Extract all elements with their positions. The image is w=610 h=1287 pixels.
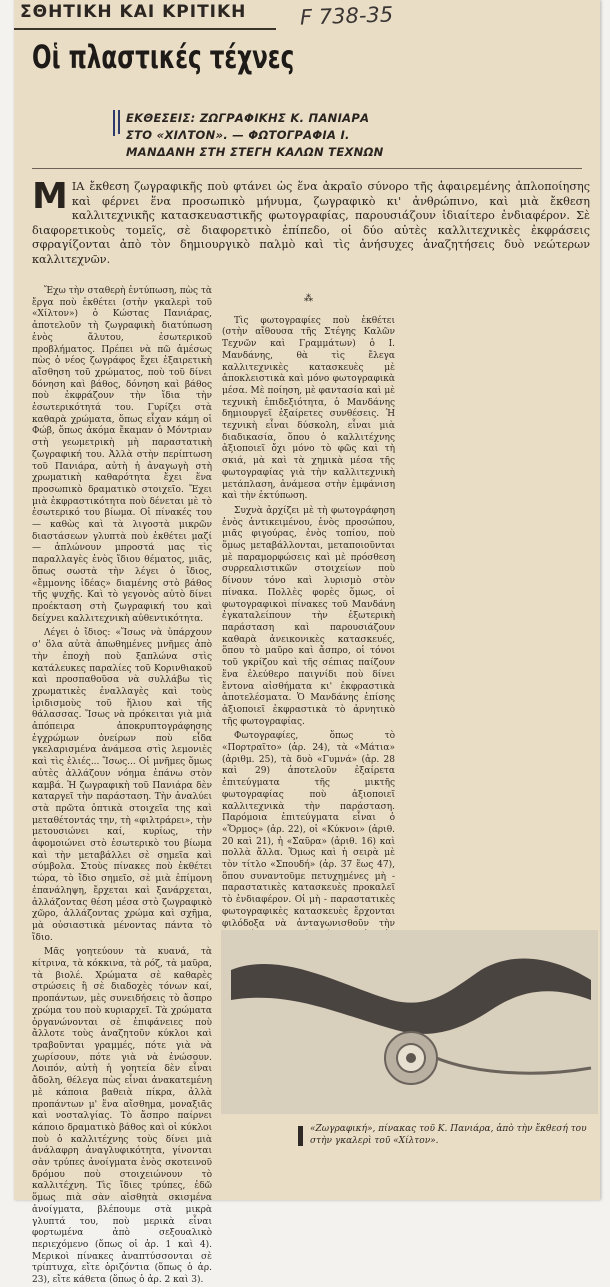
archive-code-handwritten: F 738-35 (299, 2, 394, 30)
header-rule (14, 28, 276, 30)
left-column (32, 286, 212, 1287)
body-paragraph: Φωτογραφίες, ὅπως τὸ «Πορτραῖτο» (ἀρ. 24), τὰ «Μάτια» (ἀριθμ. 25), τὰ δυὸ «Γυμνά» (ἀρ. 28 καὶ 29) ἀποτελοῦν ἐξαίρετα ἐπιτεύγματα τῆς μικτῆς φωτογραφίας ποὺ ἀξιοποιεῖ καλλιτεχνικὰ τὴν παράσταση. Παρόμοια ἐπιτεύγματα εἶναι ὁ «Ὅρμος» (ἀρ. 22), οἱ «Κύκνοι» (ἀριθ. 20 καὶ 21), ἡ «Σαῦρα» (ἀριθ. 16) καὶ πολλὰ ἄλλα. Ὅμως καὶ ἡ σειρὰ μὲ τὸν τίτλο «Σπουδή» (ἀρ. 37 ἕως 47), ὅπου συναντοῦμε πετυχημένες μὴ - παραστατικὲς κατασκευὲς προκαλεῖ τὸ ἐνδιαφέρον. Οἱ μὴ - παραστατικὲς φωτογραφικὲς κατασκευὲς ἔρχονται φιλόδοξα νὰ ἀνταγωνισθοῦν τὴν (222, 731, 395, 929)
lead-paragraph (32, 176, 590, 267)
section-label: ΣΘΗΤΙΚΗ ΚΑΙ ΚΡΙΤΙΚΗ (20, 2, 247, 22)
article-subhead: ΕΚΘΕΣΕΙΣ: ΖΩΓΡΑΦΙΚΗΣ Κ. ΠΑΝΙΑΡΑ ΣΤΟ «ΧΙΛΤΟΝ». — ΦΩΤΟΓΡΑΦΙΑ Ι. ΜΑΝΔΑΝΗ ΣΤΗ ΣΤΕΓΗ ΚΑΛΩΝ ΤΕΧΝΩΝ (126, 111, 384, 159)
body-paragraph: Τὶς φωτογραφίες ποὺ ἐκθέτει (στὴν αἴθουσα τῆς Στέγης Καλῶν Τεχνῶν καὶ Γραμμάτων) ὁ Ι. Μανδάνης, θὰ τὶς ἔλεγα καλλιτεχνικὲς κατασκευὲς μὲ ἀποκλειστικὰ καὶ μόνο φωτογραφικὰ μέσα. Μὲ ποίηση, μὲ φαντασία καὶ μὲ τεχνικὴ ἐπιδεξιότητα, ὁ Μανδάνης δημιουργεῖ ἐξαίρετες συνθέσεις. Ἡ τεχνικὴ εἶναι δύσκολη, εἶναι μιὰ διαδικασία, ὅπου ὁ καλλιτέχνης ἀξιοποιεῖ ὄχι μόνο τὸ φῶς καὶ τὴ σκιά, μὰ καὶ τὰ χημικὰ μέσα τῆς φωτογραφίας γιὰ τὴν καλλιτεχνικὴ μετάπλαση, ἀνάμεσα στὴν ἐμφάνιση καὶ τὴν ἐκτύπωση. (222, 315, 395, 502)
body-paragraph: Λέγει ὁ ἴδιος: «Ἴσως νὰ ὑπάρχουν σ' ὅλα αὐτὰ ἀπωθημένες μνῆμες ἀπὸ τὴν ἐποχὴ ποὺ ξαπλώνα στὶς κατάλευκες παραλίες τοῦ Κορινθιακοῦ καὶ προσπαθοῦσα νὰ συλλάβω τὶς χρωματικὲς ἐναλλαγὲς καὶ τοὺς ἰριδισμοὺς τοῦ ἥλιου καὶ τῆς θάλασσας. Ἴσως νὰ πρόκειται γιὰ μιὰ ἀπόπειρα ἀποκρυπτογράφησης ἐγχρώμων ὀνείρων ποὺ εἶδα γκελαρισμένα ἀνάμεσα στὶς λεμονιὲς καὶ τὶς ἐλιές... Ἴσως... Οἱ μνῆμες ὅμως αὐτὲς ἀλλάζουν νόημα ἐπάνω στὸν καμβά. Ἡ ζωγραφικὴ τοῦ Πανιάρα δὲν καταργεῖ τὴν παράσταση. Τὴν ἀναλύει στὰ πρῶτα ὀπτικὰ στοιχεῖα της καὶ μεταθέτοντάς την, τὴ «φιλτράρει», τὴν μετουσιώνει καί, κυρίως, τὴν ἀφομοιώνει στὸ ἐσωτερικὸ του βίωμα καὶ τὴν μεταβάλλει σὲ σημεῖα καὶ σύμβολα. Στοὺς πίνακες ποὺ ἐκθέτει τώρα, τὸ ἴδιο σημεῖο, σὲ μιὰ ἐπίμονη ἐπανάληψη, ἔρχεται καὶ ξανάρχεται, ἀλλάζοντας θέση μέσα στὸ ζωγραφικὸ χῶρο, ἀλλάζοντας χρώμα καὶ σχῆμα, μὰ οὐσιαστικὰ μένοντας πάντα τὸ ἴδιο. (32, 628, 212, 943)
drop-cap: Μ (32, 176, 68, 217)
pen-mark-icon (110, 108, 124, 138)
subhead-rule (32, 168, 582, 169)
caption-marker (298, 1126, 303, 1146)
body-paragraph: Συχνὰ ἀρχίζει μὲ τὴ φωτογράφηση ἑνὸς ἀντικειμένου, ἑνὸς προσώπου, μιᾶς φιγούρας, ἑνὸς τοπίου, ποὺ ὅμως μεταβάλλονται, μεταποιοῦνται μὲ παραμορφώσεις καὶ μὲ πρόσθεση συρρεαλιστικῶν στοιχείων ποὺ δίνουν τόνο καὶ λυρισμὸ στὸν πίνακα. Πολλὲς φορὲς ὅμως, οἱ φωτογραφικοὶ πίνακες τοῦ Μανδάνη ἐγκαταλείπουν τὴν ἐξωτερικὴ παράσταση καὶ παρουσιάζουν καθαρὰ ἀνεικονικὲς κατασκευές, ὅπου τὸ μαῦρο καὶ ἄσπρο, οἱ τόνοι τοῦ γκρίζου καὶ τῆς σέπιας παίζουν ἕνα ἐλεύθερο παιγνίδι ποὺ δίνει ἔντονα αἰσθήματα κι' ἐκφραστικὰ ἀποτελέσματα. Ὁ Μανδάνης ἐπίσης ἀξιοποιεῖ ἐκφραστικὰ τὸ ἀρνητικὸ τῆς φωτογραφίας. (222, 505, 395, 727)
photo-caption: «Ζωγραφική», πίνακας τοῦ Κ. Πανιάρα, ἀπὸ τὴν ἔκθεσή του στὴν γκαλερὶ τοῦ «Χίλτον». (310, 1124, 587, 1146)
article-title: Οἱ πλαστικές τέχνες (32, 38, 295, 76)
painting-artwork-icon (221, 930, 598, 1114)
newspaper-clipping (14, 0, 600, 1286)
painting-photo (221, 930, 598, 1114)
section-header (14, 0, 600, 30)
section-divider: ⁂ (304, 294, 313, 304)
body-paragraph: Μᾶς γοητεύουν τὰ κυανά, τὰ κίτρινα, τὰ κόκκινα, τὰ ρόζ, τὰ μαῦρα, τὰ βιολέ. Χρώματα σὲ καθαρὲς στρώσεις ἢ σὲ διαδοχὲς τόνων καί, προπάντων, μὲς συνειδήσεις τὸ ἄσπρο χρώμα του ποὺ κυριαρχεῖ. Τὰ χρώματα ὀργανώνονται σὲ ἐπιφάνειες ποὺ ἄλλοτε τοὺς ἀναζητοῦν κύκλοι καὶ τραβοῦνται γραμμές, πότε γιὰ νὰ χωρίσουν, πότε γιὰ νὰ ἑνώσουν. Λοιπόν, αὐτὴ ἡ γοητεία δὲν εἶναι ἄδολη, θέλεγα πὼς εἶναι ἀνακατεμένη μὲ κάποια βαθειὰ πίκρα, ἀλλὰ προπάντων μ' ἕνα αἴσθημα, μοναξιᾶς καὶ νοσταλγίας. Τὸ ἄσπρο παίρνει κάποιο δραματικὸ βάθος καὶ οἱ κύκλοι ποὺ ὁ καλλιτέχνης τοὺς δίνει μιὰ ἀνάλαφρη ἀναγλυφικότητα, γίνονται σὰν τρύπες ἀνοίγματα ἑνὸς σκοτεινοῦ δρόμου ποὺ στοιχειώνουν τὸ καλλιτέχνη. Τὶς ἴδιες τρύπες, ἐδῶ ὅμως πιὰ σὰν αἰσθητὰ σκισμένα ἀνοίγματα, βλέπουμε στὰ μικρὰ γλυπτά του, ποὺ μερικὰ εἶναι φορτωμένα ἀπὸ σεξουαλικὸ περιεχόμενο (ὅπως οἱ ἀρ. 1 καὶ 4). Μερικοὶ πίνακες ἀναπτύσσονται σὲ τρίπτυχα, εἴτε ὁριζόντια (ὅπως ὁ ἀρ. 23), εἴτε κάθετα (ὅπως ὁ ἀρ. 2 καὶ 3). (32, 947, 212, 1286)
lead-text: ΙΑ ἔκθεση ζωγραφικῆς ποὺ φτάνει ὡς ἕνα ἀκραῖο σύνορο τῆς ἀφαιρεμένης ἀπλοποίησης καὶ φέρνει ἕνα προσωπικὸ μήνυμα, ζωγραφικὸ κι' ἀνθρώπινο, καὶ μιὰ ἔκθεση καλλιτεχνικῆς κατασκευαστικῆς φωτογραφίας, παρουσιάζουν ἰδιαίτερο ἐνδιαφέρον. Σὲ διαφορετικοὺς τομεῖς, σὲ διαφορετικὸ ἐπίπεδο, οἱ δύο αὐτὲς καλλιτεχνικὲς ἐκφράσεις σφραγίζονται ἀπὸ τὸν δημιουργικὸ παλμὸ καὶ τὶς ἀνήσυχες ἀναζητήσεις δυὸ νεώτερων καλλιτεχνῶν. (32, 180, 590, 266)
right-column (222, 286, 395, 1030)
body-paragraph: Ἔχω τὴν σταθερὴ ἐντύπωση, πὼς τὰ ἔργα ποὺ ἐκθέτει (στὴν γκαλερὶ τοῦ «Χίλτον») ὁ Κώστας Πανιάρας, ἀποτελοῦν τὴ ζωγραφικὴ διατύπωση ἑνὸς ἄλυτου, ἐσωτερικοῦ προβλήματος. Πρέπει νὰ πῶ ἀμέσως πὼς ὁ νέος ζωγράφος ἔχει ἐξαιρετικὴ αἴσθηση τοῦ χρώματος, ποὺ τοῦ δίνει δόνηση καὶ βάθος, δόνηση καὶ βάθος ποὺ ἐκφράζουν τὴν ἴδια τὴν ἐσωτερικότητά του. Γυρίζει στὰ καθαρὰ χρώματα, ὅπως εἶχαν κάμη οἱ Φώβ, ὅπως ἀκόμα ἔκαμαν ὁ Μόντριαν στὴ γεωμετρικὴ μὴ παραστατικὴ ζωγραφική του. Ἀλλὰ στὴν περίπτωση τοῦ Πανιάρα, αὐτὴ ἡ ἀναγωγὴ στὴ χρωματικὴ καθαρότητα ἔχει ἕνα προσωπικὸ δραματικὸ στοιχεῖο. Ἔχει μιὰ ἐκφραστικότητα ποὺ δένεται μὲ τὸ ἐσωτερικό του βίωμα. Οἱ πίνακές του — καθὼς καὶ τὰ λιγοστὰ μικρῶν διαστάσεων γλυπτὰ ποὺ ἐκθέτει μαζί — ἁπλώνουν μπροστά μας τὶς παραλλαγὲς ἑνὸς ἴδιου θέματος, μιᾶς, ὅπως σωστὰ τὴν λέγει ὁ ἴδιος, «ἔμμονης ἰδέας» διαμένης στὸ βάθος τῆς ψυχῆς. Καὶ τὸ γεγονὸς αὐτὸ δίνει προέκταση στὴ ζωγραφική του καὶ δείχνει καλλιτεχνικὴ αὐθεντικότητα. (32, 286, 212, 624)
